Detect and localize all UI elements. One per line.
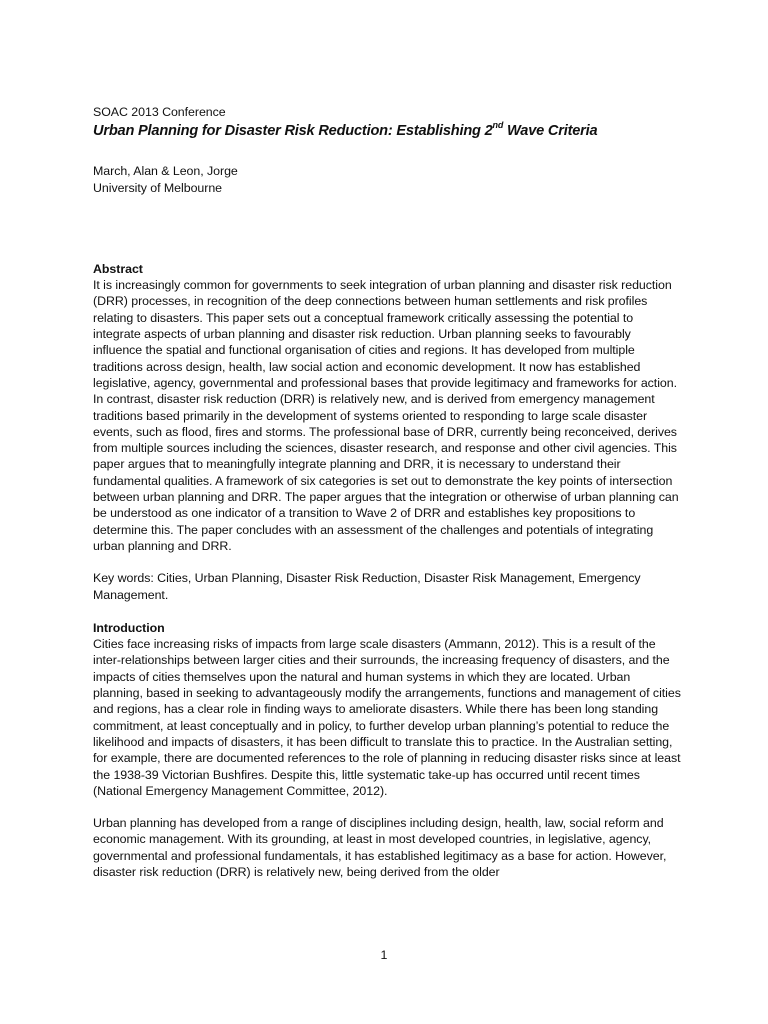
conference-label: SOAC 2013 Conference: [93, 105, 226, 119]
introduction-paragraph-1: Cities face increasing risks of impacts from large scale disasters (Ammann, 2012). This is a result of the inter-relationships between larger cities and their surrounds, the increasing frequency of disasters, and the impacts of cities themselves upon the natural and human systems in which they are located. Urban planning, based in seeking to advantageously modify the arrangements, functions and management of cities and regions, has a clear role in finding ways to ameliorate disasters. While there has been long standing commitment, at least conceptually and in policy, to further develop urban planning’s potential to reduce the likelihood and impacts of disasters, it has been difficult to translate this to practice. In the Australian setting, for example, there are documented references to the role of planning in reducing disaster risks since at least the 1938-39 Victorian Bushfires. Despite this, little systematic take-up has occurred until recent times (National Emergency Management Committee, 2012).: [93, 637, 681, 798]
author-block: [93, 163, 683, 196]
title-superscript: nd: [492, 120, 504, 131]
abstract-paragraph: It is increasingly common for governments to seek integration of urban planning and disaster risk reduction (DRR) processes, in recognition of the deep connections between human settlements and risk profiles relating to disasters. This paper sets out a conceptual framework critically assessing the potential to integrate aspects of urban planning and disaster risk reduction. Urban planning seeks to favourably influence the spatial and functional organisation of cities and regions. It has developed from multiple traditions across design, health, law social action and economic development. It now has established legislative, agency, governmental and professional bases that provide legitimacy and frameworks for action. In contrast, disaster risk reduction (DRR) is relatively new, and is derived from emergency management traditions based primarily in the development of systems oriented to responding to large scale disaster events, such as flood, fires and storms. The professional base of DRR, currently being reconceived, derives from multiple sources including the sciences, disaster research, and response and other civil agencies. This paper argues that to meaningfully integrate planning and DRR, it is necessary to understand their fundamental qualities. A framework of six categories is set out to demonstrate the key points of intersection between urban planning and DRR. The paper argues that the integration or otherwise of urban planning can be understood as one indicator of a transition to Wave 2 of DRR and establishes key propositions to determine this. The paper concludes with an assessment of the challenges and potentials of integrating urban planning and DRR.: [93, 278, 679, 553]
title-main: Urban Planning for Disaster Risk Reduction: Establishing 2: [93, 123, 493, 140]
introduction-paragraph-2: Urban planning has developed from a range of disciplines including design, health, law, social reform and economic management. With its grounding, at least in most developed countries, in legislative, agency, governmental and professional fundamentals, it has established legitimacy as a base for action. However, disaster risk reduction (DRR) is relatively new, being derived from the older: [93, 816, 667, 879]
page-number: 1: [380, 948, 388, 962]
authors: March, Alan & Leon, Jorge: [93, 164, 238, 179]
paper-title: [93, 122, 683, 141]
affiliation: University of Melbourne: [93, 180, 223, 195]
title-rest: Wave Criteria: [503, 123, 598, 140]
introduction-heading: Introduction: [93, 620, 165, 635]
keywords-paragraph: Key words: Cities, Urban Planning, Disaster Risk Reduction, Disaster Risk Management, Emergency Management.: [93, 571, 641, 602]
document-page: [93, 104, 683, 880]
abstract-heading: Abstract: [93, 261, 143, 276]
